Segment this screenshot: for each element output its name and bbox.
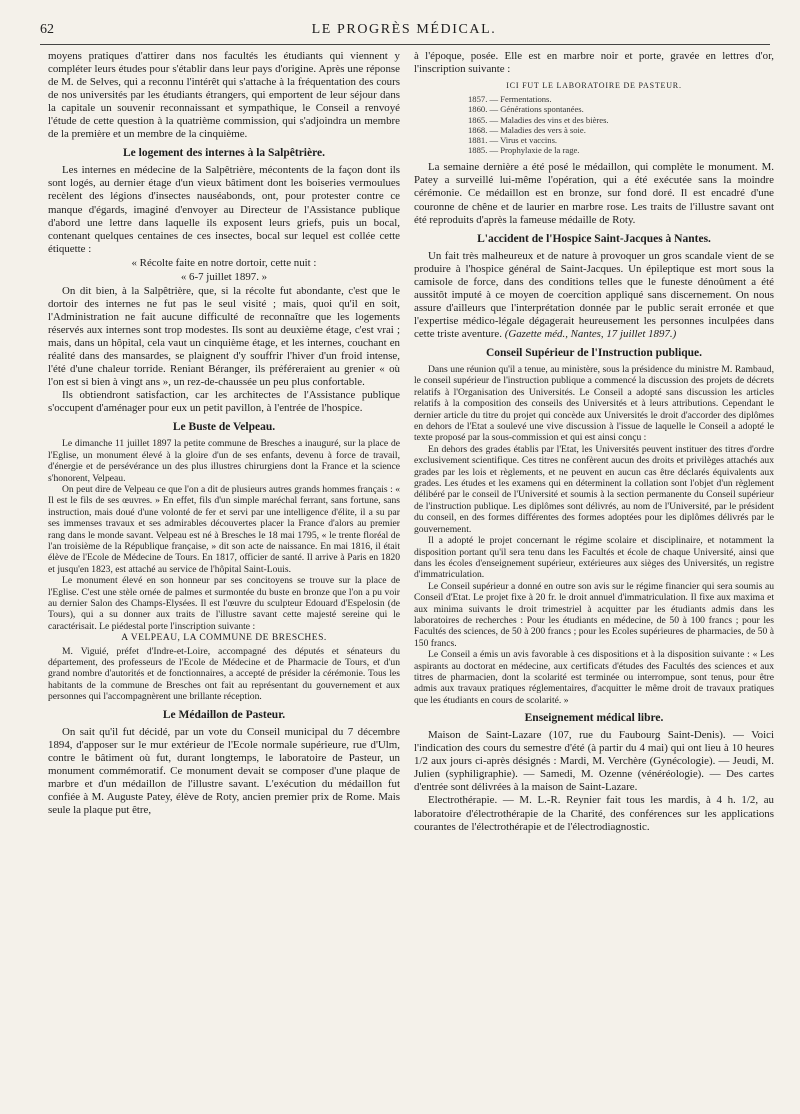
section-title-velpeau: Le Buste de Velpeau. [172,421,276,434]
conseil-paragraph-4: Le Conseil supérieur a donné en outre son avis sur le régime financier qui sera soumis au Conseil d'Etat. Le projet fixe à 20 fr. le droit annuel d'immatriculation. Il fixe aux maxima et aux minima suivants le droit trimestriel à acquitter par les étudiants admis dans les laboratoires de recherches : Pour les étudiants en médecine, de 50 à 100 francs ; pour les Facultés des sciences, de 50 à 200 francs ; pour les Ecoles supérieures de pharmacies, de 50 à 150 francs. [414,580,774,649]
salpetriere-paragraph-3: Ils obtiendront satisfaction, car les architectes de l'Assistance publique s'occupent d'aménager pour eux un petit pavillon, à l'entrée de l'hospice. [48,389,400,415]
velpeau-inscription: A VELPEAU, LA COMMUNE DE BRESCHES. [121,633,327,644]
conseil-paragraph-2: En dehors des grades établis par l'Etat, les Universités peuvent instituer des titres d'ordre exclusivement scientifique. Ces titres ne confèrent aucun des droits et privilèges attachés aux grades par les lois et règlements, et ne peuvent en aucun cas être déclarés équivalents aux grades. Les études et les examens qui en déterminent la collation sont l'objet d'un règlement délibéré par le conseil de l'Université et soumis à la section permanente du Conseil supérieur de l'instruction publique. Les diplômes sont délivrés, au nom de l'Université, par le président du conseil, en des formes différentes des formes adoptées pour les diplômes délivrés par le gouvernement. [414,443,774,535]
conseil-paragraph-5: Le Conseil a émis un avis favorable à ces dispositions et à la disposition suivante : « Les aspirants au doctorat en médecine, aux certificats d'études des Facultés des sciences et aux titres de pharmacien, dont la scolarité est terminée ou interrompue, sont tenus, pour être admis aux travaux pratiques réglementaires, d'acquitter le même droit de travaux pratiques que les étudiants en cours de scolarité. » [414,649,774,706]
velpeau-paragraph-3: Le monument élevé en son honneur par ses concitoyens se trouve sur la place de l'Eglise. C'est une stèle ornée de palmes et surmontée du buste en bronze que l'on a pu voir au dernier Salon des Champs-Elysées. Il est l'œuvre du sculpteur Edouard d'Espelosin (de Tours), qui a su donner aux traits de l'illustre savant cette majesté sereine qui le caractérisait. Le piédestal porte l'inscription suivante : [48,575,400,632]
right-column [414,50,774,834]
pasteur-continuation: à l'époque, posée. Elle est en marbre noir et porte, gravée en lettres d'or, l'inscription suivante : [414,50,774,76]
plaque-item: 1860. — Générations spontanées. [468,104,584,115]
header-rule [40,44,770,45]
plaque-item: 1881. — Virus et vaccins. [468,134,558,145]
conseil-paragraph-1: Dans une réunion qu'il a tenue, au ministère, sous la présidence du ministre M. Rambaud, le conseil supérieur de l'instruction publique a commencé la discussion des projets de décrets relatifs à l'Organisation des Universités. Le Conseil a adopté sans discussion les articles relatifs à la composition des conseils des Universités et à leurs attributions. Cependant le dernier article du titre du projet qui concède aux Universités le droit d'accorder des diplômes en dehors de l'Etat a soulevé une vive discussion à l'issue de laquelle le Conseil a adopté le texte proposé par la sous-commission et qui est ainsi conçu : [414,364,774,444]
nantes-text: Un fait très malheureux et de nature à provoquer un gros scandale vient de se produire à l'hospice général de Saint-Jacques. Un épileptique est mort sous la camisole de force, dans des conditions telles que le funeste dénoûment a été aussitôt imputé à ce moyen de coercition appliqué sans discernement. On nous assure d'ailleurs que l'interprétation donnée par le public serait erronée et que l'expertise médico-légale dégagerait heureusement les personnes inculpées dans cette triste aventure. [414,249,774,340]
salpetriere-paragraph-1: Les internes en médecine de la Salpêtrière, mécontents de la façon dont ils sont logés, au dernier étage d'un vieux bâtiment dont les boiseries vermoulues recèlent des légions d'insectes nauséabonds, ont, pour protester contre ce manque d'égards, imaginé d'envoyer au Directeur de l'Assistance publique d'abord une lettre dans laquelle ils exposent leurs griefs, puis un bocal, contenant quelques centaines de ces insectes, bocal sur lequel est collée cette étiquette : [48,164,400,255]
salpetriere-paragraph-2: On dit bien, à la Salpêtrière, que, si la récolte fut abondante, c'est que le dortoir des internes ne fut pas le seul visité ; mais, quoi qu'il en soit, l'Administration ne fait aucune difficulté de reconnaître que les logements réservés aux internes sont trop modestes. Ils sont au deuxième étage, c'est vrai ; mais, dans un hôpital, cela vaut un cinquième étage, et les internes, couchant en réalité dans des mansardes, se plaignent d'y souffrir l'hiver d'un froid intense, l'été d'une chaleur torride. Reniant Béranger, ils préféreraient au grenier « où l'on est si bien à vingt ans », un rez-de-chaussée un peu plus confortable. [48,284,400,389]
salpetriere-quote-2: « 6-7 juillet 1897. » [180,270,268,283]
plaque-item: 1865. — Maladies des vins et des bières. [468,114,609,125]
running-title: LE PROGRÈS MÉDICAL. [311,22,497,37]
nantes-source: (Gazette méd., Nantes, 17 juillet 1897.) [504,327,677,340]
velpeau-paragraph-4: M. Viguié, préfet d'Indre-et-Loire, accompagné des députés et sénateurs du département, des professeurs de l'Ecole de Médecine et de Pharmacie de Tours, et d'un grand nombre d'autorités et de fonctionnaires, a accepté de présider la cérémonie. Tous les habitants de la commune de Bresches ont fait au représentant du gouvernement et aux personnes qui l'accompagnèrent une brillante réception. [48,645,400,703]
plaque-list [468,94,774,155]
intro-paragraph: moyens pratiques d'attirer dans nos facultés les étudiants qui viennent y compléter leurs études pour s'établir dans leur pays d'origine. Après une réponse de M. de Selves, qui a reconnu l'intérêt qui s'attache à la fréquentation des cours de nos universités par les étudiants étrangers, qui emportent de leur séjour dans la capitale un souvenir reconnaissant et sympathique, le Conseil a renvoyé l'étude de cette question à la quatrième commission, qui s'adjoindra un membre de la première et un membre de la cinquième. [48,50,400,141]
section-title-enseignement: Enseignement médical libre. [524,712,664,725]
salpetriere-quote-1: « Récolte faite en notre dortoir, cette nuit : [131,256,317,269]
plaque-item: 1857. — Fermentations. [468,94,552,105]
page-header [40,22,768,42]
left-column [48,50,400,817]
plaque-item: 1885. — Prophylaxie de la rage. [468,145,580,156]
velpeau-paragraph-1: Le dimanche 11 juillet 1897 la petite commune de Bresches a inauguré, sur la place de l'Eglise, un monument élevé à la gloire d'un de ses enfants, devenu à force de travail, d'énergie et de persévérance un des plus illustres chirurgiens dont la France et la science s'honorent, Velpeau. [48,438,400,484]
section-title-salpetriere: Le logement des internes à la Salpêtrière. [123,147,325,160]
pasteur-closing-paragraph: La semaine dernière a été posé le médaillon, qui complète le monument. M. Patey a surveillé lui-même l'opération, qui a été exécutée sans la moindre cérémonie. Ce médaillon est en bronze, sur fond doré. Il est encadré d'une couronne de chêne et de laurier en marbre rose. Les traits de l'illustre savant ont été reproduits d'après la fameuse médaille de Roty. [414,161,774,226]
velpeau-body [48,438,400,702]
conseil-body [414,364,774,706]
section-title-nantes: L'accident de l'Hospice Saint-Jacques à Nantes. [477,232,711,245]
velpeau-paragraph-2: On peut dire de Velpeau ce que l'on a dit de plusieurs autres grands hommes français : « Il est le fils de ses œuvres. » En effet, fils d'un simple maréchal ferrant, sans fortune, sans instruction, mais doué d'une volonté de fer et servi par une intelligence d'élite, il a su par ses immenses travaux et ses admirables découvertes placer la France d'alors au premier rang dans le monde savant. Velpeau est né à Bresches le 18 mai 1795, « le trente floréal de l'an troisième de la République française, » dit son acte de naissance. En mai 1816, il était élève de l'Ecole de Médecine de Tours. En 1817, officier de santé. Il arrive à Paris en 1820 et jusqu'en 1823, est attaché au service de l'hôpital Saint-Louis. [48,483,400,575]
enseignement-paragraph-1: Maison de Saint-Lazare (107, rue du Faubourg Saint-Denis). — Voici l'indication des cours du semestre d'été (à partir du 4 mai) qui ont lieu à 10 heures 1/2 aux jours ci-après désignés : Mardi, M. Verchère (Gynécologie). — Jeudi, M. Julien (syphiligraphie). — Samedi, M. Ozenne (vénéréologie). — Des cartes d'entrée sont délivrées à la maison de Saint-Lazare. [414,729,774,794]
plaque-item: 1868. — Maladies des vers à soie. [468,124,586,135]
pasteur-paragraph-1: On sait qu'il fut décidé, par un vote du Conseil municipal du 7 décembre 1894, d'apposer sur le mur extérieur de l'Ecole normale supérieure, rue d'Ulm, contre le bâtiment où fut, durant longtemps, le laboratoire de Pasteur, un monument commémoratif. Ce monument devait se composer d'une plaque de marbre et d'un médaillon de l'illustre savant. L'exécution du médaillon fut confiée à M. Auguste Patey, élève de Roty, ancien premier prix de Rome. Mais seule la plaque put être, [48,725,400,816]
nantes-paragraph [414,250,774,341]
section-title-pasteur: Le Médaillon de Pasteur. [162,708,286,721]
plaque-heading: ICI FUT LE LABORATOIRE DE PASTEUR. [506,81,682,91]
section-title-conseil: Conseil Supérieur de l'Instruction publique. [485,346,703,359]
enseignement-paragraph-2: Electrothérapie. — M. L.-R. Reynier fait tous les mardis, à 4 h. 1/2, au laboratoire d'électrothérapie de la Charité, des conférences sur les applications courantes de l'électrothérapie et de l'électrodiagnostic. [414,794,774,833]
page-number: 62 [40,22,54,37]
conseil-paragraph-3: Il a adopté le projet concernant le régime scolaire et disciplinaire, et notamment la disposition portant qu'il sera tenu dans les Facultés et école de chaque Université, ainsi que dans les écoles d'enseignement supérieur, extérieures aux sièges des Universités, un registre d'immatriculation. [414,535,774,581]
